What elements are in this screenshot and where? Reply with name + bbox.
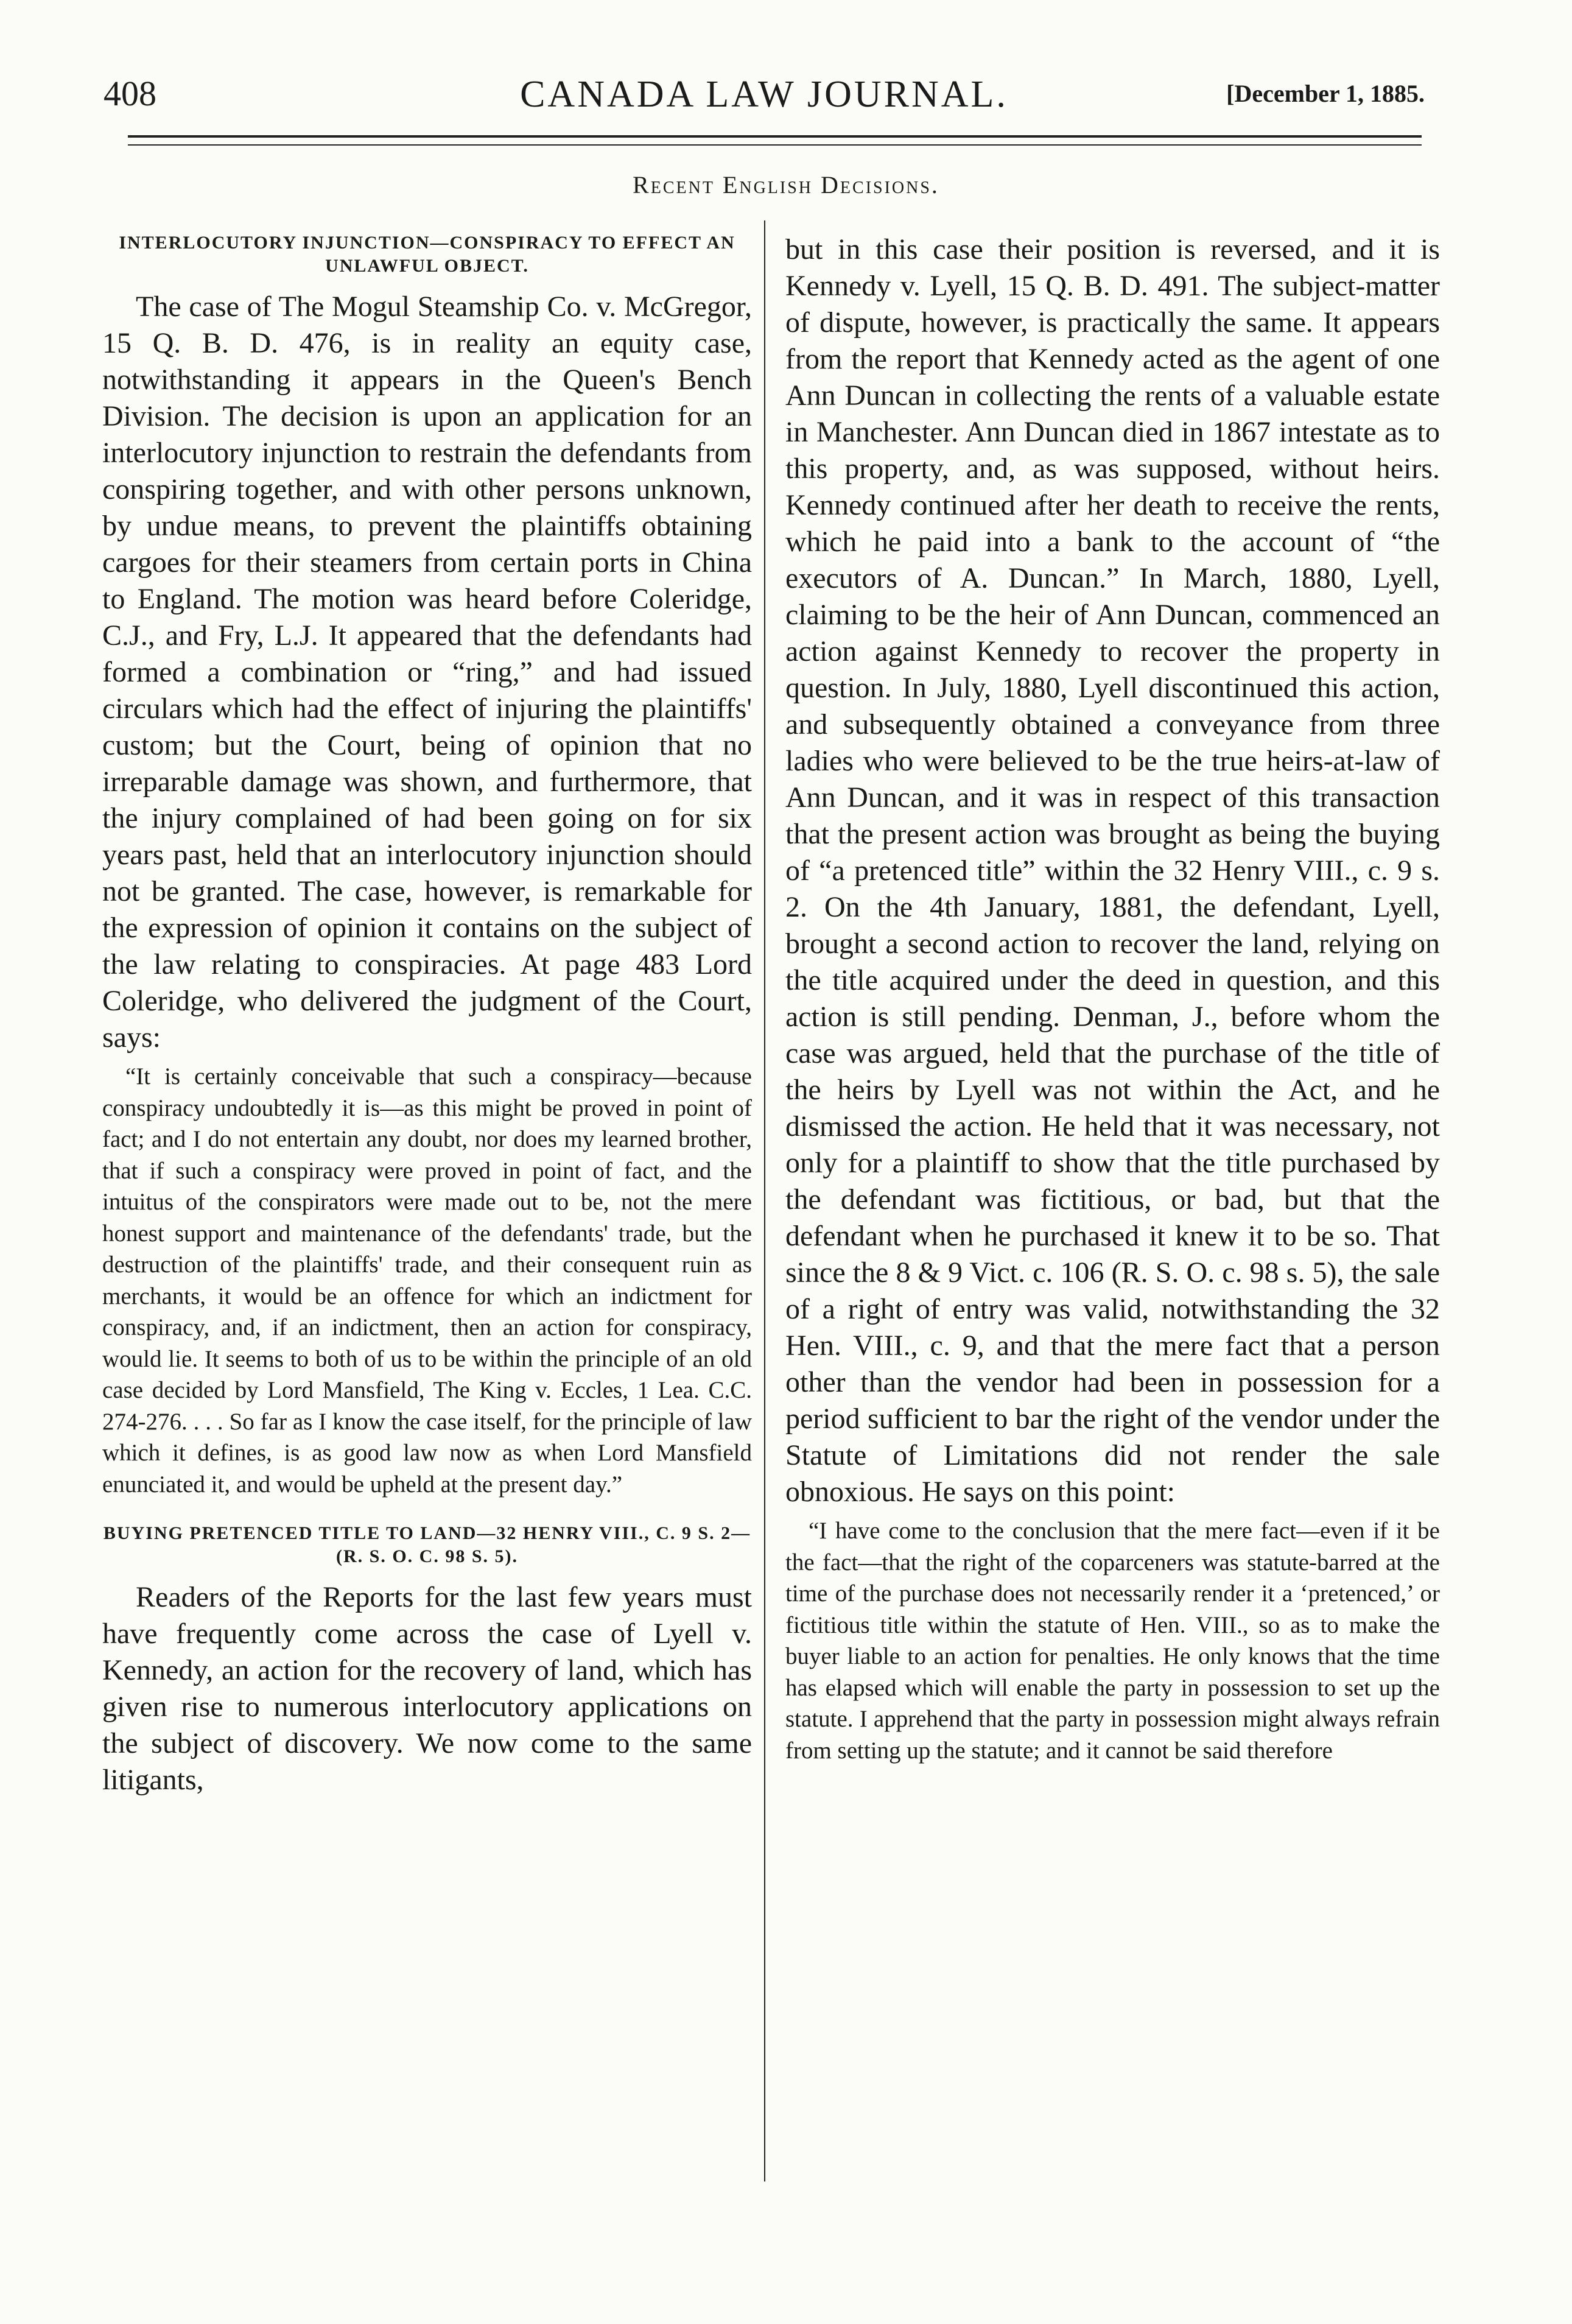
article-heading-pretenced-title: BUYING PRETENCED TITLE TO LAND—32 HENRY VIII., C. 9 S. 2—(R. S. O. C. 98 S. 5). (103, 1523, 751, 1566)
running-header (104, 73, 1425, 134)
article-heading-injunction: INTERLOCUTORY INJUNCTION—CONSPIRACY TO EFFECT AN UNLAWFUL OBJECT. (119, 233, 735, 276)
block-quote: “I have come to the conclusion that the mere fact—even if it be the fact—that the right of the coparceners was statute-barred at the time of the purchase does not necessarily render it a ‘pretenced,’ or fictitious title within the statute of Hen. VIII., so as to make the buyer liable to an action for penalties. He only knows that the time has elapsed which will enable the party in possession to set up the statute. I apprehend that the party in possession might always refrain from setting up the statute; and it cannot be said therefore (785, 1518, 1440, 1764)
section-title: Recent English Decisions. (633, 171, 939, 199)
right-column (785, 231, 1440, 1766)
column-divider (764, 220, 765, 2181)
block-quote: “It is certainly conceivable that such a conspiracy—because conspiracy undoubtedly it is—as this might be proved in point of fact; and I do not entertain any doubt, nor does my learned brother, that if such a conspiracy were proved in point of fact, and the intuitus of the conspirators were made out to be, not the mere honest support and maintenance of the defendants' trade, but the destruction of the plaintiffs' trade, and their consequent ruin as merchants, it would be an offence for which an indictment for conspiracy, and, if an indictment, then an action for conspiracy, would lie. It seems to both of us to be within the principle of an old case decided by Lord Mansfield, The King v. Eccles, 1 Lea. C.C. 274-276. . . . So far as I know the case itself, for the principle of law which it defines, is as good law now as when Lord Mansfield enunciated it, and would be upheld at the present day.” (102, 1063, 752, 1498)
header-rule-thick (128, 135, 1422, 138)
article-paragraph: Readers of the Reports for the last few years must have frequently come across the case of Lyell v. Kennedy, an action for the recovery of land, which has given rise to numerous interlocutory applications on the subject of discovery. We now come to the same litigants, (102, 1581, 752, 1796)
page-number: 408 (104, 74, 156, 113)
left-column (102, 231, 752, 1798)
article-paragraph-continued: but in this case their position is reversed, and it is Kennedy v. Lyell, 15 Q. B. D. 491. The subject-matter of dispute, however, is practically the same. It appears from the report that Kennedy acted as the agent of one Ann Duncan in collecting the rents of a valuable estate in Manchester. Ann Duncan died in 1867 intestate as to this property, and, as was supposed, without heirs. Kennedy continued after her death to receive the rents, which he paid into a bank to the account of “the executors of A. Duncan.” In March, 1880, Lyell, claiming to be the heir of Ann Duncan, commenced an action against Kennedy to recover the property in question. In July, 1880, Lyell discontinued this action, and subsequently obtained a conveyance from three ladies who were believed to be the true heirs-at-law of Ann Duncan, and it was in respect of this transaction that the present action was brought as being the buying of “a pretenced title” within the 32 Henry VIII., c. 9 s. 2. On the 4th January, 1881, the defendant, Lyell, brought a second action to recover the land, relying on the title acquired under the deed in question, and this action is still pending. Denman, J., before whom the case was argued, held that the purchase of the title of the heirs by Lyell was not within the Act, and he dismissed the action. He held that it was necessary, not only for a plaintiff to show that the title purchased by the defendant was fictitious, or bad, but that the defendant when he purchased it knew it to be so. That since the 8 & 9 Vict. c. 106 (R. S. O. c. 98 s. 5), the sale of a right of entry was valid, notwithstanding the 32 Hen. VIII., c. 9, and that the mere fact that a person other than the vendor had been in possession for a period sufficient to bar the right of the vendor under the Statute of Limitations did not render the sale obnoxious. He says on this point: (785, 233, 1440, 1508)
article-paragraph: The case of The Mogul Steamship Co. v. McGregor, 15 Q. B. D. 476, is in reality an equity case, notwithstanding it appears in the Queen's Bench Division. The decision is upon an application for an interlocutory injunction to restrain the defendants from conspiring together, and with other persons unknown, by undue means, to prevent the plaintiffs obtaining cargoes for their steamers from certain ports in China to England. The motion was heard before Coleridge, C.J., and Fry, L.J. It appeared that the defendants had formed a combination or “ring,” and had issued circulars which had the effect of injuring the plaintiffs' custom; but the Court, being of opinion that no irreparable damage was shown, and furthermore, that the injury complained of had been going on for six years past, held that an interlocutory injunction should not be granted. The case, however, is remarkable for the expression of opinion it contains on the subject of the law relating to conspiracies. At page 483 Lord Coleridge, who delivered the judgment of the Court, says: (102, 290, 752, 1054)
journal-title: CANADA LAW JOURNAL. (520, 74, 1008, 115)
issue-date: [December 1, 1885. (1226, 80, 1425, 107)
header-rule-thin (128, 144, 1422, 146)
